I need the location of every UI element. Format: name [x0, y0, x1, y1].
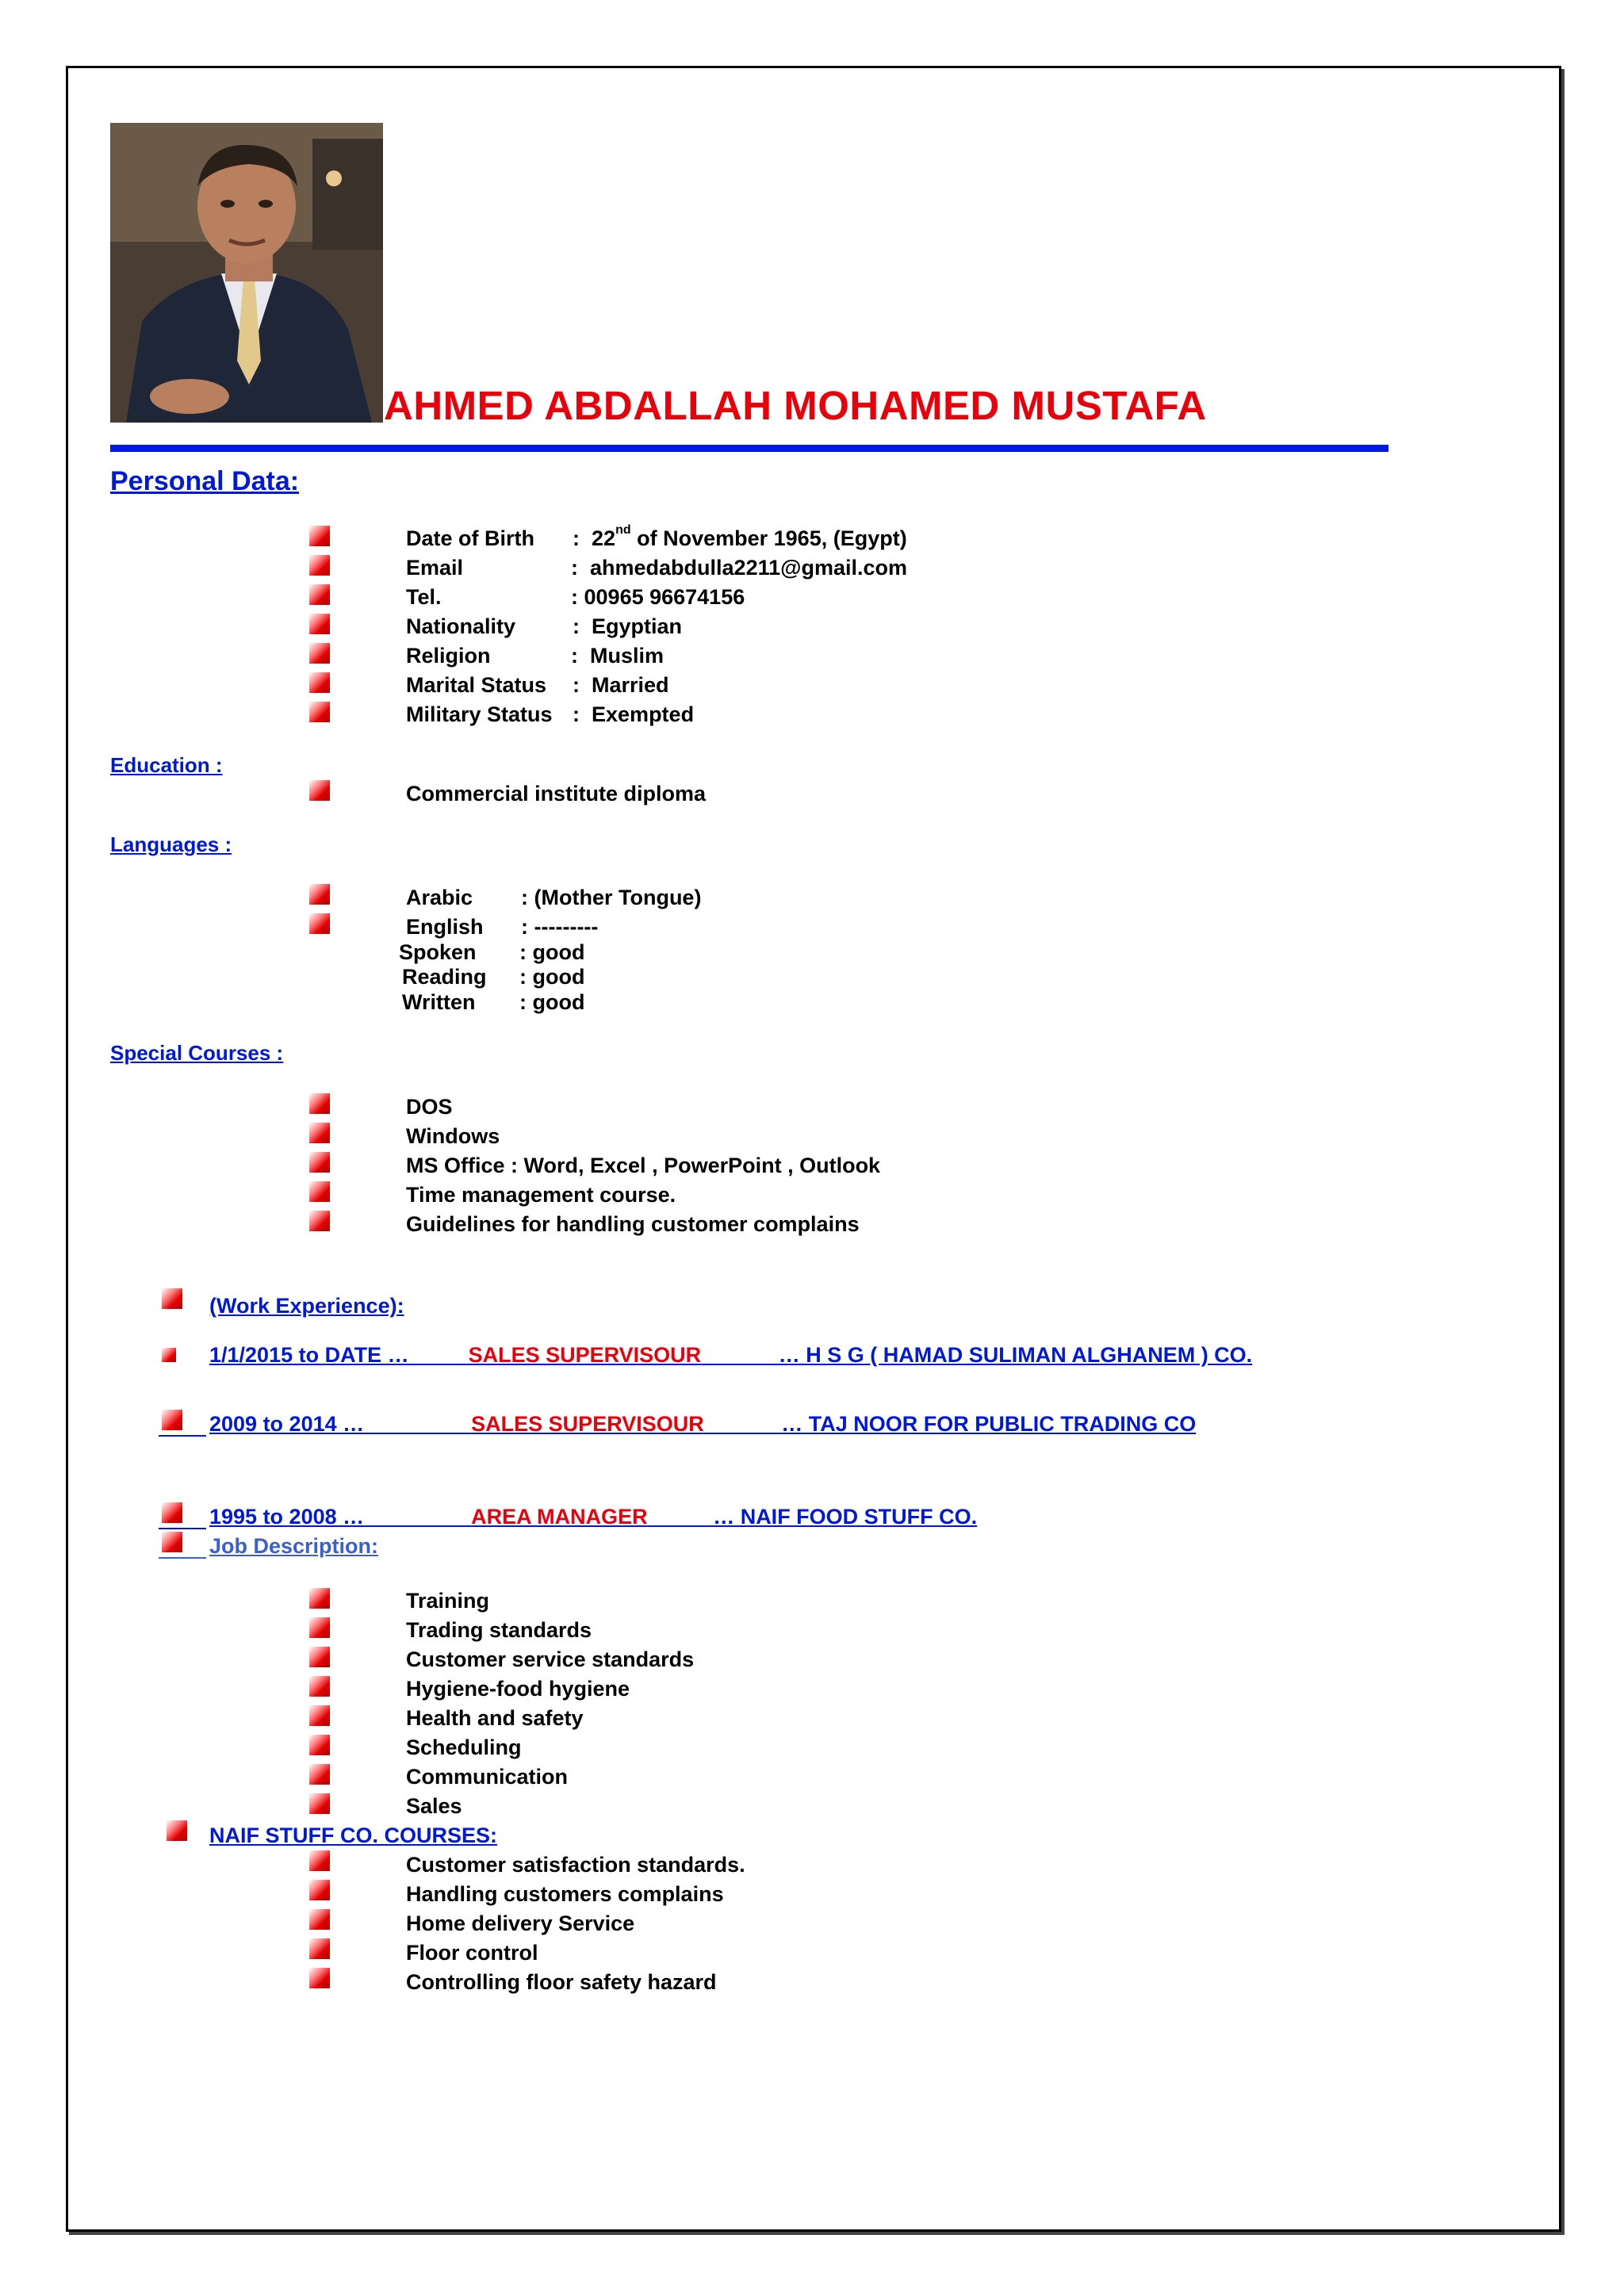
job-duty-item: Scheduling — [406, 1735, 522, 1759]
bullet-icon — [309, 672, 330, 693]
bullet-icon — [309, 913, 330, 934]
marital-label: Marital Status — [406, 673, 547, 697]
bullet-icon — [309, 1938, 330, 1959]
nationality-value: : Egyptian — [573, 614, 683, 638]
military-label: Military Status — [406, 702, 553, 726]
military-value: : Exempted — [573, 702, 695, 726]
course-item: Windows — [406, 1124, 500, 1148]
arabic-value: : (Mother Tongue) — [521, 886, 702, 909]
languages-heading: Languages : — [110, 832, 232, 856]
bullet-icon — [162, 1348, 176, 1362]
english-value: : --------- — [521, 915, 599, 939]
english-label: English — [406, 915, 484, 939]
bullet-icon — [309, 555, 330, 576]
title-underline — [110, 445, 1388, 452]
education-item: Commercial institute diploma — [406, 782, 707, 806]
bullet-icon — [309, 1850, 330, 1871]
candidate-name: AHMED ABDALLAH MOHAMED MUSTAFA — [384, 383, 1207, 428]
job-duty-item: Hygiene-food hygiene — [406, 1677, 630, 1701]
bullet-icon — [309, 1647, 330, 1667]
bullet-icon — [309, 584, 330, 605]
dob-label: Date of Birth — [406, 526, 534, 550]
bullet-icon — [309, 1880, 330, 1900]
bullet-icon — [309, 702, 330, 722]
bullet-icon — [162, 1502, 182, 1523]
bullet-icon — [167, 1820, 187, 1841]
job-duty-item: Communication — [406, 1765, 569, 1789]
bullet-icon — [309, 614, 330, 634]
dob-value: : 22nd of November 1965, (Egypt) — [573, 523, 907, 550]
bullet-icon — [309, 1123, 330, 1143]
profile-photo — [110, 123, 383, 423]
bullet-icon — [309, 1676, 330, 1697]
bullet-icon — [309, 1152, 330, 1173]
spoken-value: : good — [519, 940, 585, 964]
tel-value: : 00965 96674156 — [571, 585, 745, 609]
job-entry-1: 1/1/2015 to DATE … SALES SUPERVISOUR … H S G ( HAMAD SULIMAN ALGHANEM ) CO. — [209, 1343, 1253, 1367]
bullet-icon — [162, 1532, 182, 1552]
bullet-icon — [309, 1181, 330, 1202]
bullet-icon — [162, 1410, 182, 1430]
naif-course-item: Home delivery Service — [406, 1911, 635, 1935]
naif-course-item: Controlling floor safety hazard — [406, 1970, 717, 1994]
education-heading: Education : — [110, 753, 223, 777]
marital-value: : Married — [573, 673, 669, 697]
reading-value: : good — [519, 965, 585, 989]
bullet-icon — [309, 1909, 330, 1930]
bullet-icon — [309, 1764, 330, 1785]
email-label: Email — [406, 556, 464, 580]
religion-value: : Muslim — [571, 644, 665, 668]
work-experience-heading: (Work Experience): — [209, 1294, 404, 1318]
bullet-icon — [309, 1093, 330, 1114]
job-duty-item: Customer service standards — [406, 1647, 695, 1671]
naif-courses-heading: NAIF STUFF CO. COURSES: — [209, 1823, 497, 1847]
personal-data-heading: Personal Data: — [110, 466, 300, 496]
course-item: Guidelines for handling customer complains — [406, 1212, 860, 1236]
bullet-icon — [309, 884, 330, 905]
job-duty-item: Health and safety — [406, 1706, 584, 1730]
bullet-icon — [309, 526, 330, 546]
bullet-icon — [309, 1588, 330, 1609]
job-entry-2: 2009 to 2014 … SALES SUPERVISOUR … TAJ NOOR FOR PUBLIC TRADING CO — [209, 1412, 1197, 1436]
tel-label: Tel. — [406, 585, 442, 609]
job-entry-3: 1995 to 2008 … AREA MANAGER … NAIF FOOD STUFF CO. — [209, 1505, 978, 1529]
bullet-icon — [309, 643, 330, 664]
bullet-icon — [309, 1617, 330, 1638]
bullet-icon — [162, 1288, 182, 1309]
bullet-icon — [309, 1968, 330, 1988]
nationality-label: Nationality — [406, 614, 516, 638]
bullet-icon — [309, 1735, 330, 1755]
naif-course-item: Handling customers complains — [406, 1882, 724, 1906]
bullet-icon — [309, 780, 330, 801]
job-description-heading: Job Description: — [209, 1534, 379, 1558]
bullet-icon — [309, 1211, 330, 1231]
course-item: DOS — [406, 1095, 453, 1119]
email-value: : ahmedabdulla2211@gmail.com — [571, 556, 907, 580]
bullet-icon — [309, 1705, 330, 1726]
job-underline — [159, 1557, 206, 1559]
arabic-label: Arabic — [406, 886, 473, 909]
job-duty-item: Sales — [406, 1794, 462, 1818]
naif-course-item: Floor control — [406, 1941, 538, 1965]
bullet-icon — [309, 1793, 330, 1814]
written-value: : good — [519, 990, 585, 1014]
course-item: Time management course. — [406, 1183, 676, 1207]
job-underline — [159, 1528, 206, 1529]
spoken-label: Spoken — [399, 940, 477, 964]
courses-heading: Special Courses : — [110, 1041, 284, 1065]
naif-course-item: Customer satisfaction standards. — [406, 1853, 745, 1877]
religion-label: Religion — [406, 644, 491, 668]
job-duty-item: Training — [406, 1589, 490, 1613]
job-duty-item: Trading standards — [406, 1618, 592, 1642]
written-label: Written — [402, 990, 476, 1014]
reading-label: Reading — [402, 965, 487, 989]
job-underline — [159, 1435, 206, 1437]
course-item: MS Office : Word, Excel , PowerPoint , Outlook — [406, 1154, 881, 1177]
